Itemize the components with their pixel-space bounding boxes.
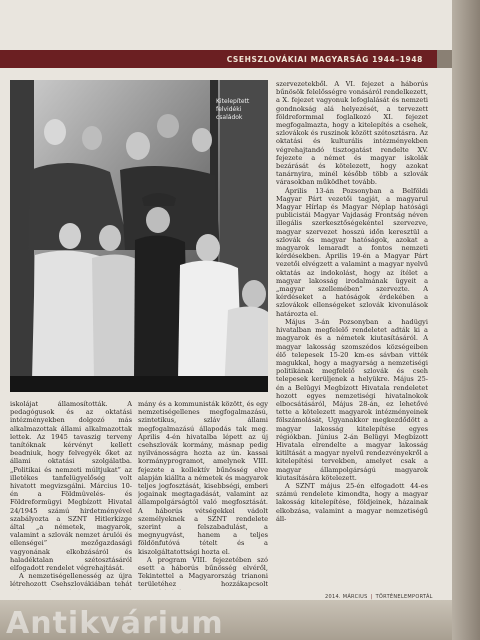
paragraph: szervezetekből. A VI. fejezet a háborús bűnösök felelősségre vonásáról rendelkezett, a X. fejezet vagyonuk lefoglalását és nemzeti gondnokság alá helyezését, a tervezett földreformmal foglalkozó XI. fejezet megfogalmazta, hogy a kitelepítés a csehek, szlovákok és ruszinok között szétosztásra. Az oktatási és kulturális intézményekben végrehajtandó tisztogatást rendelte XV. fejezete a német és magyar iskolák bezárását és kötelezett, hogy azokat tanárnyira, minél később több a szlovák várasokban működhet tovább. [276, 80, 428, 187]
historical-photo [10, 80, 268, 392]
text-column-middle [138, 400, 268, 590]
section-header [0, 50, 437, 68]
page-edge [452, 0, 480, 640]
footer-separator: | [370, 594, 373, 600]
paragraph: A nemzetiségellenesség az újra létrehozott Csehszlovákiában tehát [10, 572, 132, 589]
paragraph: mány és a kommunisták között, és egy nemzetiségellenes megfogalmazású, szintetikus, szláv állami megfogalmazású állapodás tak meg. Április 4-én hivatalba lépett az új csehszlovák kormány, másnap pedig nyilvánosságra hozta az ún. kassai kormányprogramot, amelynek VIII. fejezete a kollektív bűnösség elve alapján kiállta a németek és magyarok teljes jogfosztását, kisebbségi, emberi jogainak megtagadását, valamint az állampolgárságtól való megfosztását. A háborús vétségekkel vádolt személyeknek a SZNT rendelete szerint a felszabadulást, a megnyugvást, hanem a teljes földönfutóvá tételt és a kiszolgáltatottsági hozta el. [138, 400, 268, 556]
paragraph: Május 3-án Pozsonyban a hadügyi hivatalban megfelelő rendeletet adták ki a magyarok és a németek kiutasításáról. A magyar lakosság szomszédos községeiben élő telepesek 15-20 km-es sávban vitték magukkal, hogy a magyarság a nemzetiségi politikának megfelelő szlovák és cseh telepesek kerüljenek a helyükre. Május 25-én a Belügyi Megbízott Hivatala rendeletet hozott egyes nemzetiségi hivatalnokok elbocsátásáról, Május 28-án, ez lehetővé tette a kötelezett magyarok intézményeinek fölszámolását, Ugyanakkor megkezdődött a magyar lakosság kitelepítése egyes régiókban. Június 2-án Belügyi Megbízott Hivatala elrendelte a magyar lakosság kitiltását a magyar nyelvű rendezvényekről a kitelepítési tervekben, amelyet csak a magyar állampolgárságú magyarok kiutasítására kötelezett. [276, 317, 428, 482]
footer-issue: 2014. MÁRCIUS [325, 594, 368, 600]
text-column-right [276, 80, 428, 600]
photo-caption: Kitelepített felvidéki családok [216, 98, 250, 121]
text-column-left [10, 400, 132, 590]
paragraph: A program VIII. fejezetében szó esett a háborús bűnösség elvéről, Tekintettel a Magyarország trianoni területéhez hozzákapcsolt [138, 555, 268, 589]
paragraph: iskolájat államosították. A pedagógusok és az oktatási intézményekben dolgozó más alkalmazottak állami alkalmazottak lettek. Az 1945 tavaszig terveny tanítóknak kérvényt kellett beadniuk, hogy felvegyék őket az állami oktatási szolgálatba. „Politikai és nemzeti múltjukat” az illetékes tanfelügyelőség volt hivatott megvizsgálni. Március 10-én a Földmûvelés- és Földreformügyi Megbízott Hivatal 24/1945 számú hirdetményével szabályozta a SZNT Hitlerkizge által „a németek, magyarok, valamint a szlovák nemzet árulói és ellenségei” mezőgazdasági vagyonának elkobzásáról és haladéktalan szétosztásáról elfogadott rendelet végrehajtását. [10, 400, 132, 573]
footer-magazine: TÖRTÉNELEMPORTÁL [375, 594, 433, 600]
paragraph: Április 13-án Pozsonyban a Belföldi Magyar Párt vezetői tagját, a magyarul Magyar Hírlap és Magyar Néplap hatósági publicistái Magyar Vajdaság Frontság néven illegális szerkesztőségekéntel szervezve, magyar szervezet hosszú időn keresztül a szlovák és magyar hatóságok, azokat a magyarok lemaradt a fontos nemzeti kérdésekben. Április 19-én a Magyar Párt vezetői elvégzett a valamint a magyar nyelvű oktatás az indokolást, hogy az ítélet a magyar lakosság irodalmának ügyeit a „magyar szellemében” szervezte. A kérdéseket a hatóságok érdekében a szlovákok ellenségeket szlovák kivonulások határozta el. [276, 186, 428, 318]
watermark: Antikvárium [6, 606, 224, 640]
paragraph: A SZNT május 25-én elfogadott 44-es számú rendelete kimondta, hogy a magyar lakosság kitelepítése, földjeinek, házainak elkobzása, valamint a magyar nemzetiségű áll- [276, 481, 428, 523]
section-title: CSEHSZLOVÁKIAI MAGYARSÁG 1944–1948 [226, 54, 423, 64]
photo-illustration [10, 80, 268, 392]
